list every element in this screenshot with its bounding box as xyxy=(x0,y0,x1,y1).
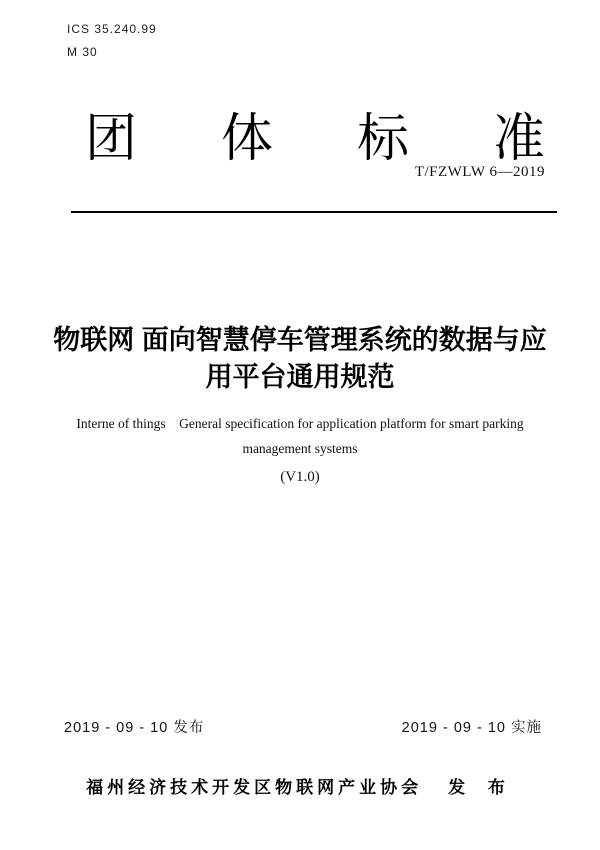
english-title-line1: Interne of things General specification for application platform for smart parking xyxy=(76,416,524,431)
standard-type-char: 标 xyxy=(356,110,409,168)
standard-number: T/FZWLW 6—2019 xyxy=(414,164,545,180)
standard-type-char: 团 xyxy=(85,110,138,168)
standard-type-heading xyxy=(85,110,545,168)
publisher-name: 福州经济技术开发区物联网产业协会 xyxy=(86,778,423,797)
issue-date: 2019 - 09 - 10 发布 xyxy=(64,720,205,736)
publish-label: 发 布 xyxy=(448,778,514,797)
dates-row xyxy=(64,716,542,737)
doc-class-code: M 30 xyxy=(67,45,98,59)
standard-type-char: 体 xyxy=(220,110,273,168)
implement-date: 2019 - 09 - 10 实施 xyxy=(401,720,542,736)
english-title-line2: management systems xyxy=(242,441,358,456)
standard-type-char: 准 xyxy=(492,110,545,168)
ics-code: ICS 35.240.99 xyxy=(67,22,157,36)
document-title-line1: 物联网 面向智慧停车管理系统的数据与应 xyxy=(53,325,547,355)
document-title xyxy=(20,322,580,396)
english-title xyxy=(0,411,600,461)
publisher-row xyxy=(0,773,600,798)
classification-codes xyxy=(67,22,157,59)
document-title-line2: 用平台通用规范 xyxy=(205,362,395,392)
version-label: (V1.0) xyxy=(280,469,320,485)
header-divider xyxy=(71,211,557,213)
